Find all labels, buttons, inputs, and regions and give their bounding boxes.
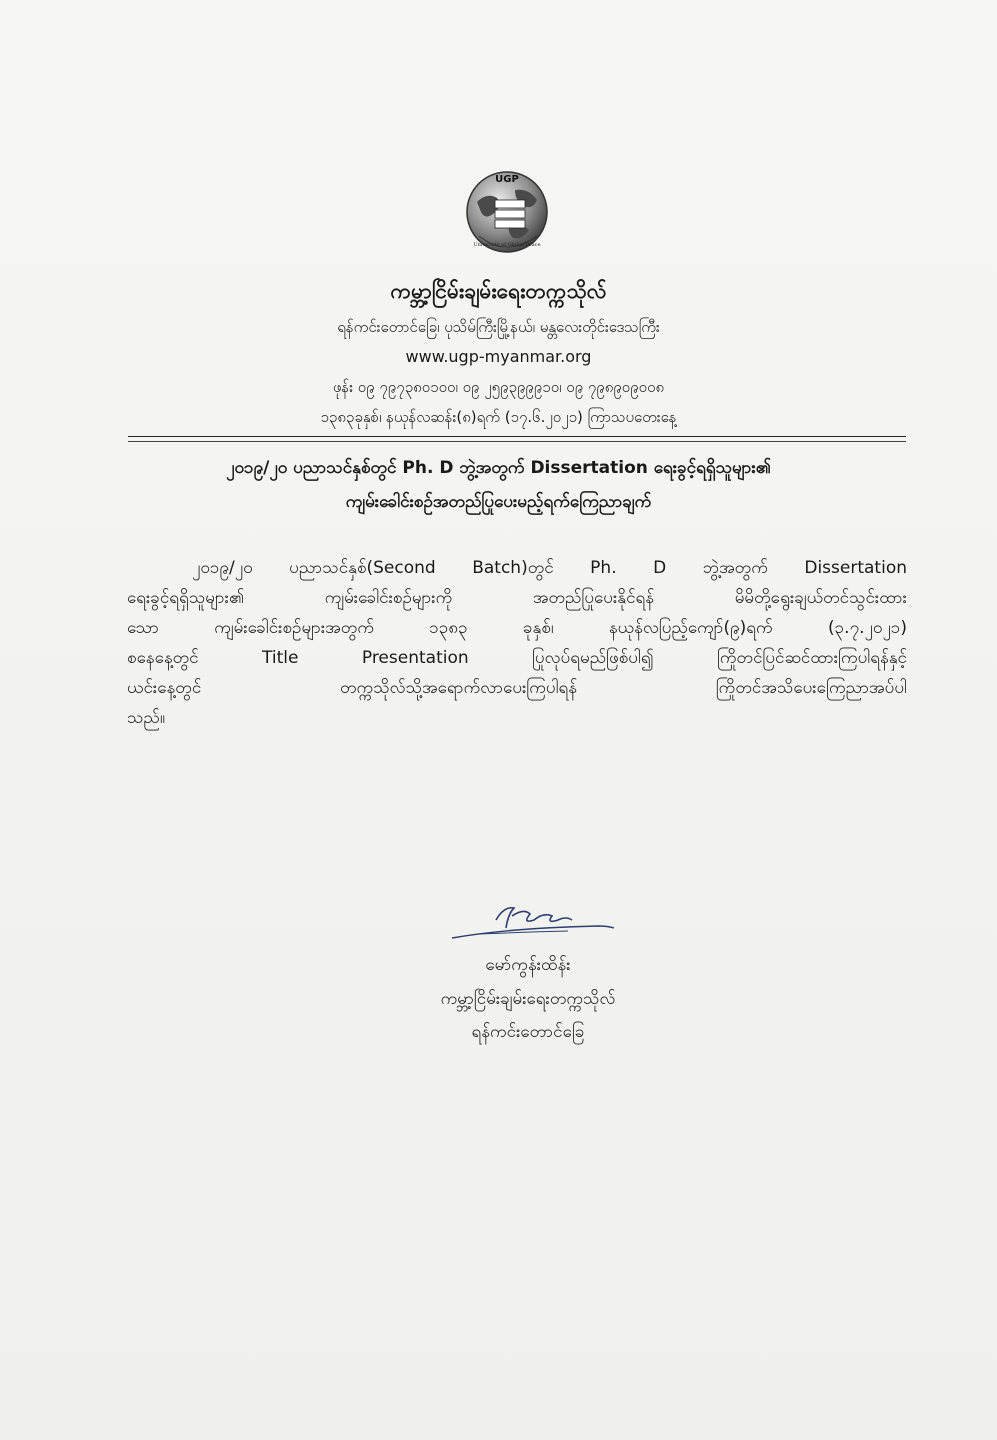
body-line: စနေနေ့တွင် Title Presentation ပြုလုပ်ရမည်ဖြစ်ပါ၍ ကြိုတင်ပြင်ဆင်ထားကြပါရန်နှင့် <box>127 648 907 668</box>
phone-numbers: ဖုန်း ၀၉ ၇၉၇၃၈၀၁၀၀၊ ၀၉ ၂၅၉၃၉၉၉၁၀၊ ၀၉ ၇၉၈၉၀၉၀၀၈ <box>332 378 665 396</box>
body-line: ယင်းနေ့တွင် တက္ကသိုလ်သို့အရောက်လာပေးကြပါရန် ကြိုတင်အသိပေးကြေညာအပ်ပါ <box>127 678 907 698</box>
svg-text:University of Global Peace: University of Global Peace <box>473 242 541 248</box>
university-website: www.ugp-myanmar.org <box>405 347 592 366</box>
body-line: ရေးခွင့်ရရှိသူများ၏ ကျမ်းခေါင်းစဉ်များကို အတည်ပြုပေးနိုင်ရန် မိမိတို့ရွေးချယ်တင်သွင်းထား <box>127 588 907 608</box>
header-divider-thin <box>128 441 906 442</box>
university-logo-icon <box>463 166 551 254</box>
body-line: သည်။ <box>127 708 166 728</box>
announcement-title-line-1: ၂၀၁၉/၂၀ ပညာသင်နှစ်တွင် Ph. D ဘွဲ့အတွက် Dissertation ရေးခွင့်ရရှိသူများ၏ <box>226 458 771 478</box>
signatory-university: ကမ္ဘာ့ငြိမ်းချမ်းရေးတက္ကသိုလ် <box>440 989 616 1009</box>
header-divider-thick <box>128 436 906 437</box>
university-address: ရန်ကင်းတောင်ခြေ၊ ပုသိမ်ကြီးမြို့နယ်၊ မန္တလေးတိုင်းဒေသကြီး <box>337 318 660 336</box>
signatory-title: မော်ကွန်းထိန်း <box>485 955 571 975</box>
body-line: သော ကျမ်းခေါင်းစဉ်များအတွက် ၁၃၈၃ ခုနှစ်၊ နယုန်လပြည့်ကျော်(၉)ရက် (၃.၇.၂၀၂၁) <box>127 618 907 638</box>
body-line: ၂၀၁၉/၂၀ ပညာသင်နှစ်(Second Batch)တွင် Ph. D ဘွဲ့အတွက် Dissertation <box>192 558 907 578</box>
document-date: ၁၃၈၃ခုနှစ်၊ နယုန်လဆန်း(၈)ရက် (၁၇.၆.၂၀၂၁) ကြာသပတေးနေ့ <box>320 408 677 426</box>
svg-text:UGP: UGP <box>495 174 519 185</box>
announcement-title-line-2: ကျမ်းခေါင်းစဉ်အတည်ပြုပေးမည့်ရက်ကြေညာချက် <box>345 492 652 512</box>
handwritten-signature-icon <box>448 898 618 944</box>
signatory-location: ရန်ကင်းတောင်ခြေ <box>471 1022 585 1042</box>
university-name: ကမ္ဘာ့ငြိမ်းချမ်းရေးတက္ကသိုလ် <box>390 279 607 303</box>
announcement-body <box>127 553 907 733</box>
